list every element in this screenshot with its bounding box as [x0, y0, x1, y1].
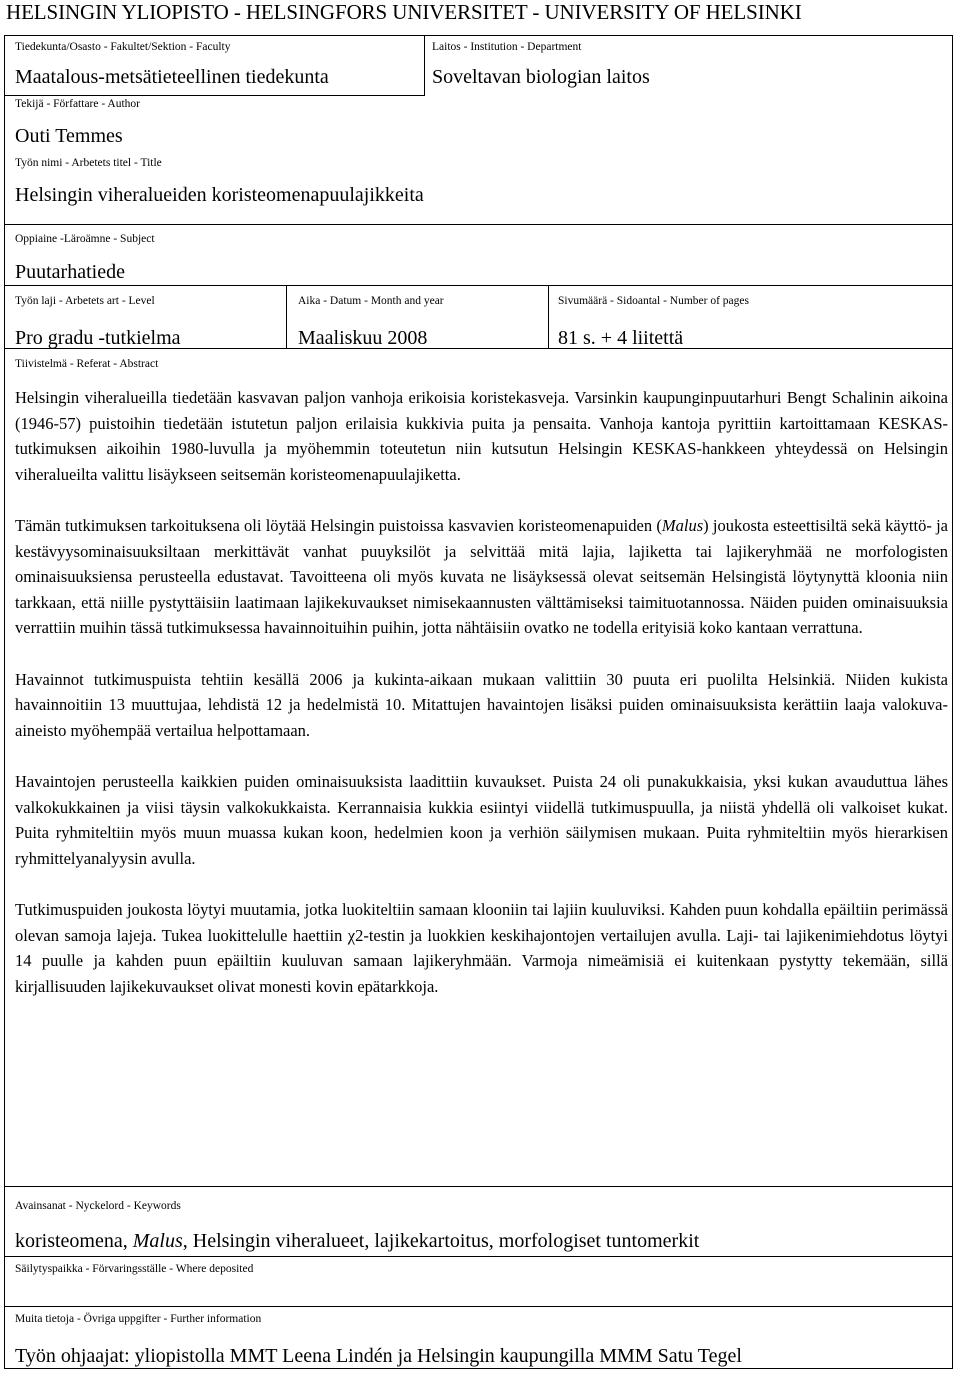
author-label: Tekijä - Författare - Author	[15, 98, 141, 110]
deposited-label: Säilytyspaikka - Förvaringsställe - Where deposited	[15, 1263, 254, 1275]
divider-after-title	[5, 224, 952, 225]
malus-term: Malus	[661, 516, 704, 535]
divider-after-keywords	[5, 1256, 952, 1257]
keywords-value	[15, 1229, 699, 1253]
faculty-label: Tiedekunta/Osasto - Fakultet/Sektion - Faculty	[15, 41, 231, 53]
author-value: Outi Temmes	[15, 125, 123, 147]
subject-label: Oppiaine -Läroämne - Subject	[15, 233, 155, 245]
abstract-paragraph: Helsingin viheralueilla tiedetään kasvavan paljon vanhoja erikoisia koristekasveja. Varsinkin kaupunginpuutarhuri Bengt Schalinin aikoina (1946-57) puistoihin tiedetään istutetun paljon erilaisia kukkivia puita ja pensaita. Vanhoja kantoja pyrittiin kartoittamaan KESKAS-tutkimuksen aikoihin 1980-luvulla ja myöhemmin toteutetun niin kutsutun Helsingin KESKAS-hankkeen yhteydessä on Helsingin viheralueilta valittu lisäykseen seitsemän koristeomenapuulajiketta.	[15, 388, 948, 484]
title-value: Helsingin viheralueiden koristeomenapuulajikkeita	[15, 184, 424, 206]
university-header: HELSINGIN YLIOPISTO - HELSINGFORS UNIVERSITET - UNIVERSITY OF HELSINKI	[6, 0, 802, 24]
pages-label: Sivumäärä - Sidoantal - Number of pages	[558, 295, 749, 307]
faculty-value: Maatalous-metsätieteellinen tiedekunta	[15, 66, 329, 88]
abstract-paragraph: Tutkimuspuiden joukosta löytyi muutamia, jotka luokiteltiin samaan klooniin tai lajiin kuuluviksi. Kahden puun kohdalla epäiltiin perimässä olevan samoja lajeja. Tukea luokittelulle haettiin χ2-testin ja luokkien keskihajontojen vertailujen avulla. Laji- tai lajikenimiehdotus löytyi 14 puulle ja kahden puun epäiltiin kuuluvan samaan lajikeryhmään. Varmoja nimeämisiä ei kuitenkaan pystytty tekemään, sillä kirjallisuuden lajikekuvaukset olivat monesti kovin epätarkkoja.	[15, 900, 948, 996]
abstract-label: Tiivistelmä - Referat - Abstract	[15, 358, 159, 370]
date-value: Maaliskuu 2008	[298, 327, 428, 349]
malus-keyword: Malus	[132, 1230, 183, 1252]
further-info-label: Muita tietoja - Övriga uppgifter - Further information	[15, 1313, 262, 1325]
level-label: Työn laji - Arbetets art - Level	[15, 295, 155, 307]
abstract-paragraph-aim	[15, 513, 948, 641]
divider-after-abstract	[5, 1186, 952, 1187]
abstract-paragraph: Havaintojen perusteella kaikkien puiden ominaisuuksista laadittiin kuvaukset. Puista 24 oli punakukkaisia, yksi kukan avauduttua lähes valkokukkainen ja viisi täysin valkokukkaista. Kerrannaisia kukkia esiintyi viidellä tutkimuspuulla, ja niistä yhdellä oli valkoiset kukat. Puita ryhmiteltiin myös muun muassa kukan koon, hedelmien koon ja verhiön säilymisen mukaan. Puita ryhmiteltiin myös hierarkisen ryhmittelyanalyysin avulla.	[15, 772, 948, 868]
divider-level-date	[286, 285, 287, 348]
date-label: Aika - Datum - Month and year	[298, 295, 444, 307]
abstract-paragraph: Havainnot tutkimuspuista tehtiin kesällä 2006 ja kukinta-aikaan mukaan valittiin 30 puuta eri puolilta Helsinkiä. Niiden kukista havainnoitiin 13 muuttujaa, lehdistä 12 ja hedelmistä 10. Mitattujen havaintojen lisäksi puiden ominaisuuksista kerättiin laaja valokuva-aineisto myöhempää vertailua helpottamaan.	[15, 669, 948, 740]
title-label: Työn nimi - Arbetets titel - Title	[15, 157, 162, 169]
department-label: Laitos - Institution - Department	[432, 41, 582, 53]
divider-after-faculty	[5, 95, 425, 96]
divider-after-subject	[5, 285, 952, 286]
divider-date-pages	[548, 285, 549, 348]
abstract-text: ) joukosta esteettisiltä sekä käyttö- ja kestävyysominaisuuksiltaan merkittävät vanhat puuyksilöt ja selvittää mitä lajia, lajiketta tai lajikeryhmää ne morfologisten ominaisuuksiensa perusteella edustavat. Tavoitteena oli myös kuvata ne lisäyksessä olevat seitsemän Helsingistä löytynyttä kloonia niin tarkkaan, että niille pystyttäisiin laatimaan lajikekuvaukset nimisekaannusten välttämiseksi taimituotannossa. Näiden puiden ominaisuuksia verrattiin muihin tässä tutkimuksessa havainnoituihin puihin, jotta nähtäisiin ovatko ne todella erityisiä koko kantaan verrattuna.	[15, 516, 948, 637]
divider-faculty-department	[424, 36, 425, 95]
further-info-value: Työn ohjaajat: yliopistolla MMT Leena Lindén ja Helsingin kaupungilla MMM Satu Tegel	[15, 1345, 742, 1367]
divider-after-deposited	[5, 1306, 952, 1307]
subject-value: Puutarhatiede	[15, 261, 125, 283]
pages-value: 81 s. + 4 liitettä	[558, 327, 684, 349]
abstract-text: Tämän tutkimuksen tarkoituksena oli löytää Helsingin puistoissa kasvavien koristeomenapuiden (	[15, 516, 662, 535]
abstract-body	[15, 385, 948, 999]
keywords-label: Avainsanat - Nyckelord - Keywords	[15, 1200, 181, 1212]
keywords-text: , Helsingin viheralueet, lajikekartoitus, morfologiset tuntomerkit	[182, 1230, 700, 1252]
department-value: Soveltavan biologian laitos	[432, 66, 650, 88]
keywords-text: koristeomena,	[15, 1230, 133, 1252]
level-value: Pro gradu -tutkielma	[15, 327, 181, 349]
